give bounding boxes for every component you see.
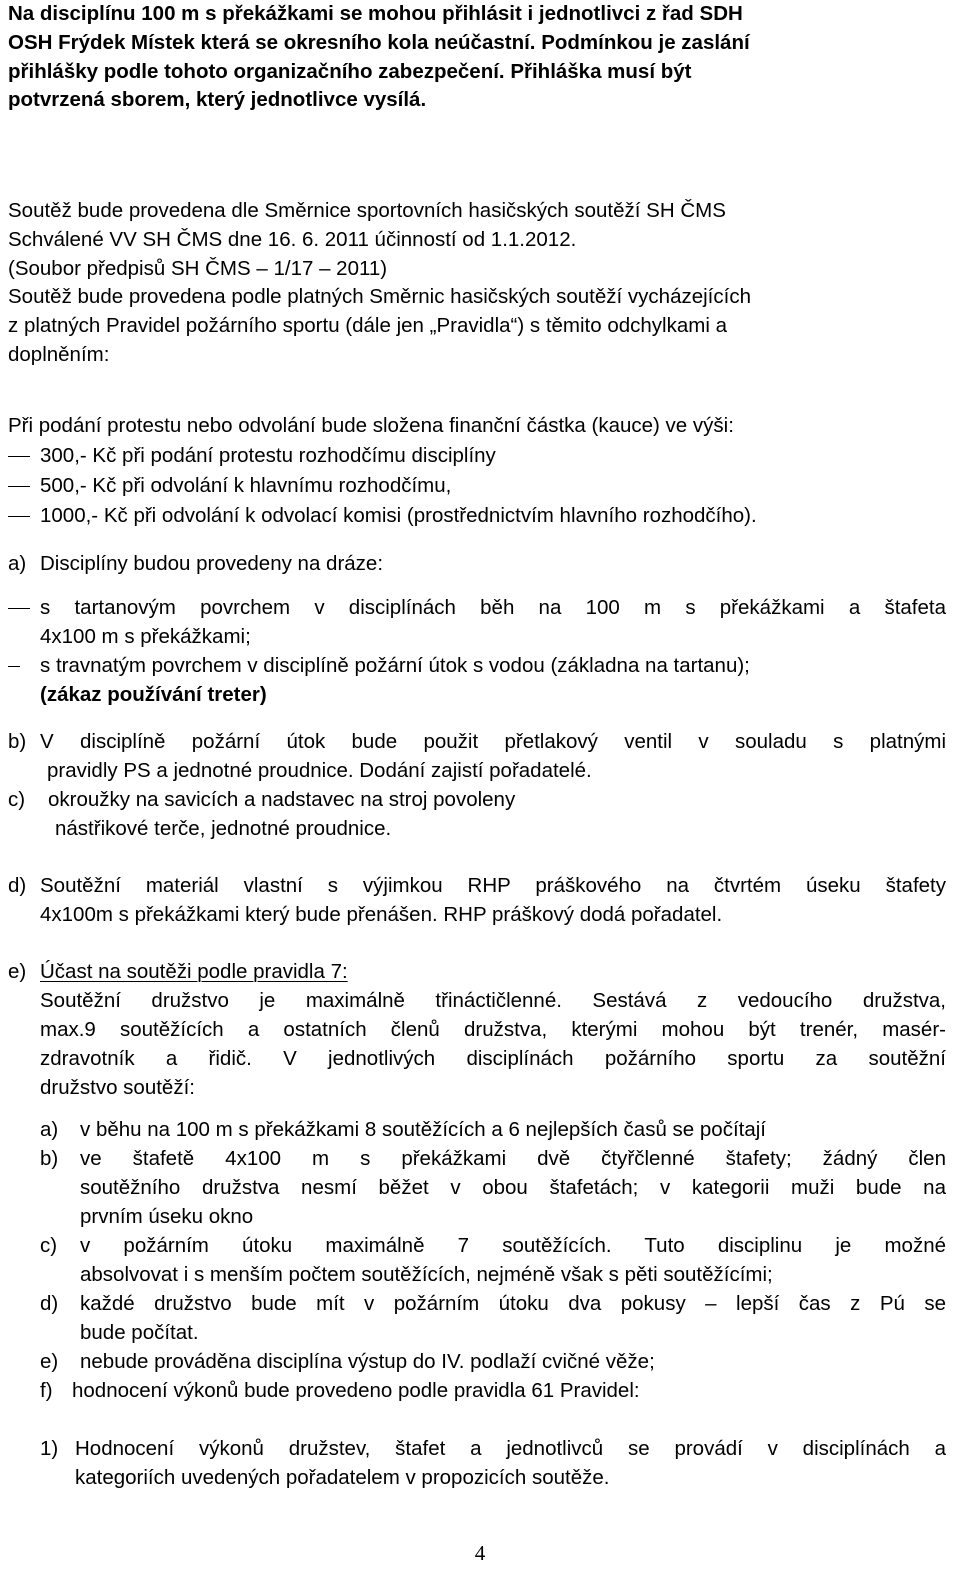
section-a-text: Disciplíny budou provedeny na dráze: <box>40 552 384 575</box>
rules-line: doplněním: <box>8 342 110 366</box>
subitem-marker: c) <box>40 1234 58 1257</box>
section-1-marker: 1) <box>40 1437 59 1460</box>
protest-intro: Při podání protestu nebo odvolání bude složena finanční částka (kauce) ve výši: <box>8 414 734 437</box>
subitem-line: hodnocení výkonů bude provedeno podle pravidla 61 Pravidel: <box>72 1379 640 1402</box>
subitem-line: bude počítat. <box>80 1321 199 1344</box>
section-a-item-line: s tartanovým povrchem v disciplínách běh na 100 m s překážkami a štafeta <box>40 596 946 619</box>
subitem-line: v běhu na 100 m s překážkami 8 soutěžících a 6 nejlepších časů se počítají <box>80 1118 766 1141</box>
section-c-line: okroužky na savicích a nadstavec na stroj povoleny <box>48 788 516 811</box>
protest-item: 1000,- Kč při odvolání k odvolací komisi (prostřednictvím hlavního rozhodčího). <box>40 504 757 527</box>
section-d-line: 4x100m s překážkami který bude přenášen. RHP práškový dodá pořadatel. <box>40 903 723 926</box>
section-a-bold-note: (zákaz používání treter) <box>40 683 267 706</box>
section-b-line: V disciplíně požární útok bude použit přetlakový ventil v souladu s platnými <box>40 730 946 753</box>
section-e-heading: Účast na soutěži podle pravidla 7: <box>40 960 348 983</box>
section-b-line: pravidly PS a jednotné proudnice. Dodání zajistí pořadatelé. <box>47 759 592 782</box>
subitem-marker: d) <box>40 1292 59 1315</box>
dash-bullet <box>8 486 30 487</box>
rules-line: Schválené VV SH ČMS dne 16. 6. 2011 účinností od 1.1.2012. <box>8 227 577 251</box>
intro-line: OSH Frýdek Místek která se okresního kola neúčastní. Podmínkou je zaslání <box>8 30 750 54</box>
section-b-marker: b) <box>8 730 27 753</box>
section-e-line: Soutěžní družstvo je maximálně třináctičlenné. Sestává z vedoucího družstva, <box>40 989 946 1012</box>
subitem-marker: b) <box>40 1147 59 1170</box>
subitem-marker: e) <box>40 1350 59 1373</box>
section-e-line: družstvo soutěží: <box>40 1076 195 1099</box>
rules-line: Soutěž bude provedena podle platných Směrnic hasičských soutěží vycházejících <box>8 285 751 309</box>
dash-bullet <box>8 608 30 609</box>
rules-paragraph <box>8 197 946 370</box>
section-e-line: zdravotník a řidič. V jednotlivých disciplínách požárního sportu za soutěžní <box>40 1047 946 1070</box>
section-a-item-line: 4x100 m s překážkami; <box>40 625 251 648</box>
dash-bullet <box>8 666 20 667</box>
subitem-line: každé družstvo bude mít v požárním útoku dva pokusy – lepší čas z Pú se <box>80 1292 946 1315</box>
subitem-marker: a) <box>40 1118 59 1141</box>
dash-bullet <box>8 516 30 517</box>
section-1-line: kategoriích uvedených pořadatelem v propozicích soutěže. <box>75 1466 610 1489</box>
section-c-line: nástřikové terče, jednotné proudnice. <box>55 817 392 840</box>
rules-line: z platných Pravidel požárního sportu (dále jen „Pravidla“) s těmito odchylkami a <box>8 314 727 338</box>
section-d-line: Soutěžní materiál vlastní s výjimkou RHP práškového na čtvrtém úseku štafety <box>40 874 946 897</box>
subitem-line: nebude prováděna disciplína výstup do IV. podlaží cvičné věže; <box>80 1350 655 1373</box>
section-e-line: max.9 soutěžících a ostatních členů družstva, kterými mohou být trenér, masér- <box>40 1018 946 1041</box>
section-e-marker: e) <box>8 960 27 983</box>
intro-line: Na disciplínu 100 m s překážkami se mohou přihlásit i jednotlivci z řad SDH <box>8 2 743 25</box>
subitem-line: absolvovat i s menším počtem soutěžících, nejméně však s pěti soutěžícími; <box>80 1263 773 1286</box>
section-a-item-line: s travnatým povrchem v disciplíně požární útok s vodou (základna na tartanu); <box>40 654 750 677</box>
subitem-line: ve štafetě 4x100 m s překážkami dvě čtyřčlenné štafety; žádný člen <box>80 1147 946 1170</box>
protest-item: 300,- Kč při podání protestu rozhodčímu disciplíny <box>40 444 496 467</box>
section-d-marker: d) <box>8 874 27 897</box>
rules-line: (Soubor předpisů SH ČMS – 1/17 – 2011) <box>8 256 388 280</box>
intro-line: přihlášky podle tohoto organizačního zabezpečení. Přihláška musí být <box>8 59 692 83</box>
dash-bullet <box>8 456 30 457</box>
section-a-marker: a) <box>8 552 27 575</box>
subitem-line: prvním úseku okno <box>80 1205 254 1228</box>
intro-line: potvrzená sborem, který jednotlivce vysílá. <box>8 88 427 112</box>
page-number: 4 <box>474 1541 486 1565</box>
section-1-line: Hodnocení výkonů družstev, štafet a jednotlivců se provádí v disciplínách a <box>75 1437 946 1460</box>
subitem-line: soutěžního družstva nesmí běžet v obou štafetách; v kategorii muži bude na <box>80 1176 946 1199</box>
section-c-marker: c) <box>8 788 26 811</box>
subitem-line: v požárním útoku maximálně 7 soutěžících. Tuto disciplinu je možné <box>80 1234 946 1257</box>
subitem-marker: f) <box>40 1379 53 1402</box>
protest-item: 500,- Kč při odvolání k hlavnímu rozhodčímu, <box>40 474 452 497</box>
rules-line: Soutěž bude provedena dle Směrnice sportovních hasičských soutěží SH ČMS <box>8 199 726 222</box>
intro-paragraph <box>8 0 946 115</box>
